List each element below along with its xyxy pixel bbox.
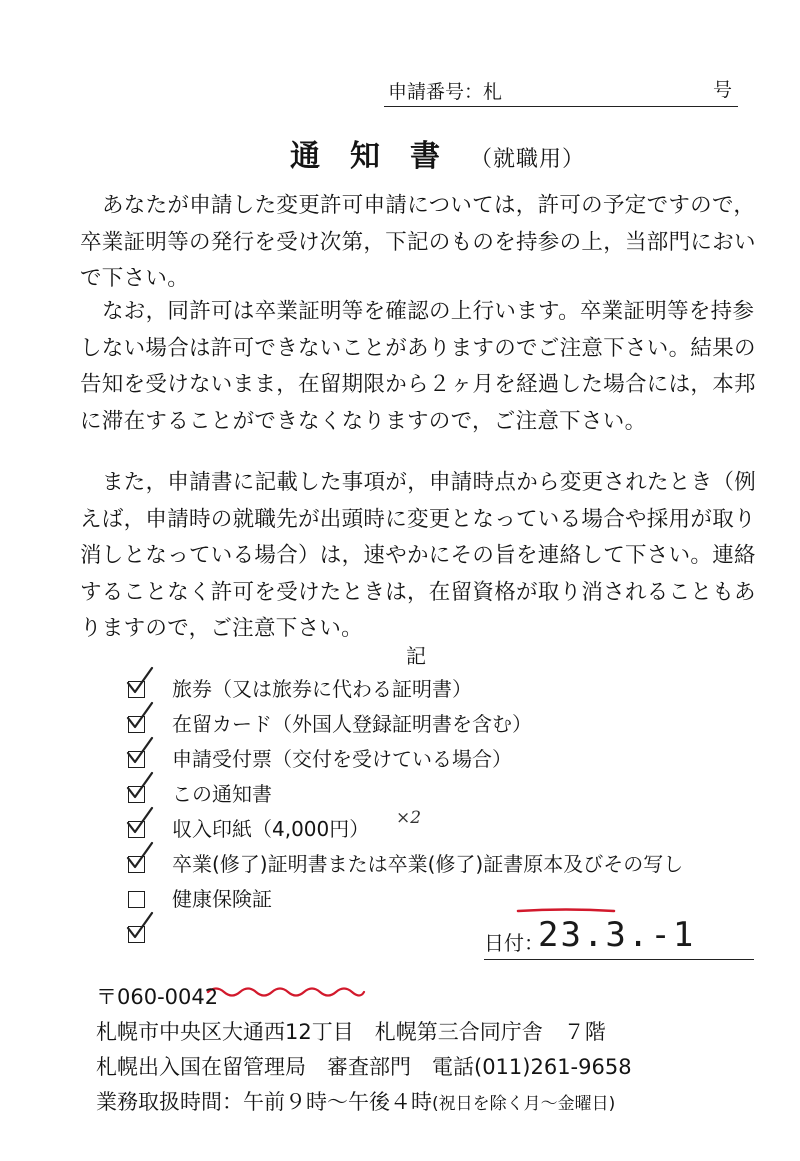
check-mark-icon <box>125 736 159 768</box>
business-hours-note: (祝日を除く月～金曜日) <box>432 1094 616 1114</box>
title-main: 通知書 <box>290 139 470 174</box>
title-sub: （就職用） <box>470 147 586 172</box>
postal-code: 〒060-0042 <box>96 985 219 1009</box>
address-line-2: 札幌出入国在留管理局 審査部門 電話(011)261-9658 <box>96 1055 632 1079</box>
red-underline-mark <box>516 908 616 914</box>
checklist-item-label: 旅券（又は旅券に代わる証明書） <box>172 677 472 701</box>
check-mark-icon <box>125 806 159 838</box>
checklist-item <box>124 707 784 742</box>
check-mark-icon <box>125 771 159 803</box>
checklist-item-label: 健康保険証 <box>172 887 272 911</box>
application-number-label: 申請番号：札 <box>388 81 503 103</box>
checklist-item <box>124 847 784 882</box>
checklist-item <box>124 808 784 847</box>
date-value: 23.3.-1 <box>538 915 696 955</box>
checklist-item <box>124 742 784 777</box>
address-line-1: 札幌市中央区大通西12丁目 札幌第三合同庁舎 ７階 <box>96 1020 606 1044</box>
checklist <box>124 672 784 952</box>
checkbox[interactable] <box>128 891 145 908</box>
checklist-item <box>124 882 784 917</box>
check-mark-icon <box>125 666 159 698</box>
application-number-field <box>384 76 738 107</box>
business-hours <box>96 1085 776 1122</box>
paragraph-3: また，申請書に記載した事項が，申請時点から変更されたとき（例えば，申請時の就職先が出頭時に変更となっている場合や採用が取り消しとなっている場合）は，速やかにその旨を連絡して下さい。連絡することなく許可を受けたときは，在留資格が取り消されることもありますので，ご注意下さい。 <box>80 470 757 641</box>
office-address-block <box>96 980 776 1122</box>
checklist-item-label: 在留カード（外国人登録証明書を含む） <box>172 712 532 736</box>
paragraph-2: なお，同許可は卒業証明等を確認の上行います。卒業証明等を持参しない場合は許可できないことがありますのでご注意下さい。結果の告知を受けないまま，在留期限から２ヶ月を経過した場合には，本邦に滞在することができなくなりますので，ご注意下さい。 <box>80 299 756 434</box>
paragraph-1: あなたが申請した変更許可申請については，許可の予定ですので，卒業証明等の発行を受け次第，下記のものを持参の上，当部門においで下さい。 <box>80 193 756 291</box>
check-mark-icon <box>125 911 159 943</box>
date-field <box>484 915 754 960</box>
checklist-item-label: この通知書 <box>172 782 272 806</box>
check-mark-icon <box>125 841 159 873</box>
check-mark-icon <box>125 701 159 733</box>
application-number-suffix: 号 <box>712 79 732 101</box>
ki-heading: 記 <box>406 644 426 668</box>
checklist-item-label: 申請受付票（交付を受けている場合） <box>172 747 512 771</box>
date-label: 日付： <box>484 931 544 955</box>
handwritten-note: ×2 <box>396 808 422 828</box>
checklist-item-label: 卒業(修了)証明書または卒業(修了)証書原本及びその写し <box>172 852 684 876</box>
business-hours-main: 業務取扱時間：午前９時～午後４時 <box>96 1090 432 1114</box>
checklist-item-label: 収入印紙（4,000円） <box>172 817 370 841</box>
checklist-item <box>124 777 784 812</box>
checklist-item <box>124 672 784 707</box>
document-title <box>290 135 670 179</box>
